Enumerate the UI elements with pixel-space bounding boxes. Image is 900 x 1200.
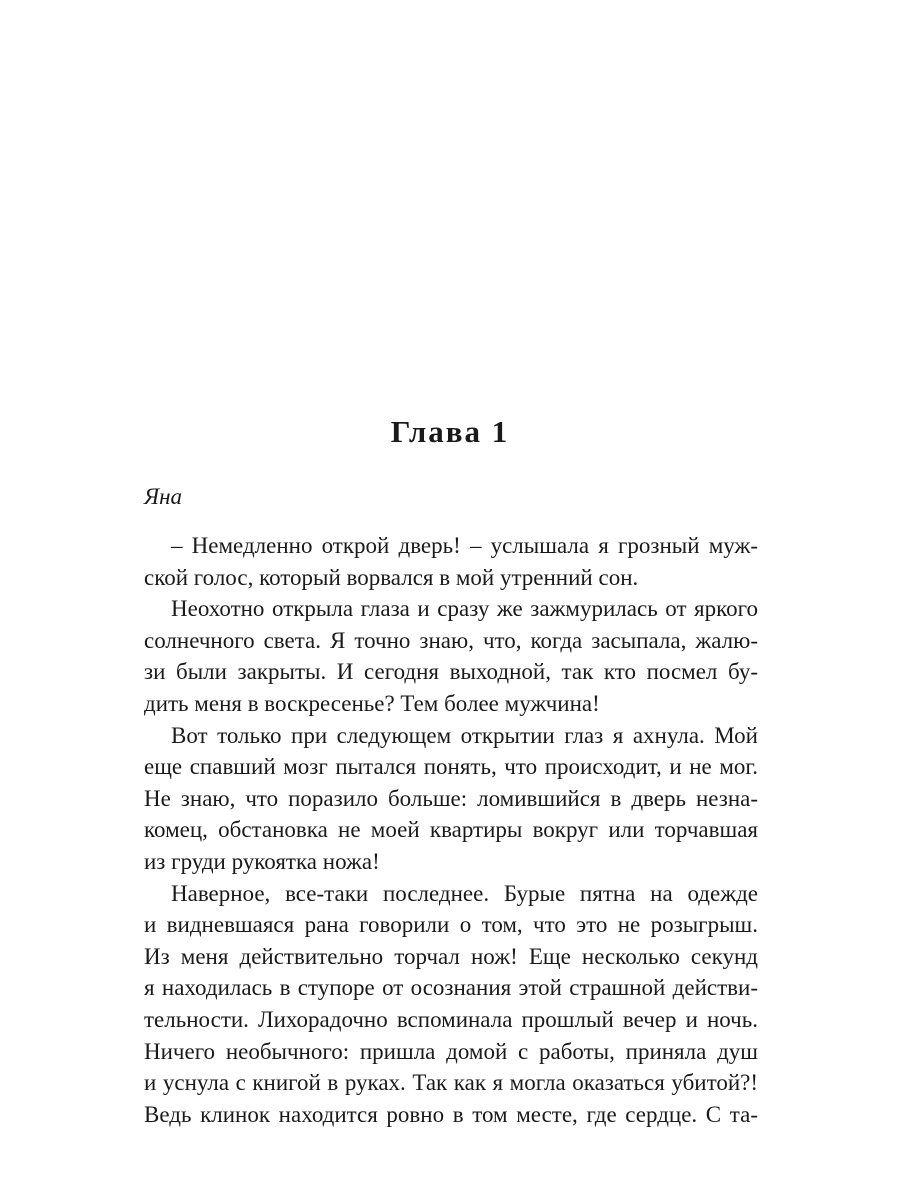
text-line: ской голос, который ворвался в мой утренний сон. <box>144 564 639 590</box>
text-line: еще спавший мозг пытался понять, что происходит, и не мог. <box>144 754 758 780</box>
text-line: тельности. Лихорадочно вспоминала прошлый вечер и ночь. <box>144 1006 758 1032</box>
text-line: Вот только при следующем открытии глаз я ахнула. Мой <box>171 722 758 748</box>
text-line: комец, обстановка не моей квартиры вокруг или торчавшая <box>144 817 758 843</box>
text-line: дить меня в воскресенье? Тем более мужчина! <box>144 690 600 716</box>
text-line: Наверное, все-таки последнее. Бурые пятна на одежде <box>171 880 758 906</box>
text-line: Неохотно открыла глаза и сразу же зажмурилась от яркого <box>171 596 758 622</box>
text-line: из груди рукоятка ножа! <box>144 848 380 874</box>
text-line: солнечного света. Я точно знаю, что, когда засыпала, жалю- <box>144 627 758 653</box>
text-line: Ведь клинок находится ровно в том месте, где сердце. С та- <box>144 1101 758 1127</box>
text-line: Из меня действительно торчал нож! Еще несколько секунд <box>144 943 758 969</box>
text-line: я находилась в ступоре от осознания этой страшной действи- <box>144 975 758 1001</box>
pov-character-name: Яна <box>144 484 183 509</box>
text-line: и видневшаяся рана говорили о том, что это не розыгрыш. <box>144 912 758 938</box>
text-line: Не знаю, что поразило больше: ломившийся в дверь незна- <box>144 785 758 811</box>
chapter-title: Глава 1 <box>390 414 510 449</box>
text-line: и уснула с книгой в руках. Так как я могла оказаться убитой?! <box>144 1070 758 1096</box>
text-line: – Немедленно открой дверь! – услышала я грозный муж- <box>171 533 758 558</box>
text-line: Ничего необычного: пришла домой с работы, приняла душ <box>144 1038 758 1064</box>
body-text <box>144 530 758 1130</box>
text-line: зи были закрыты. И сегодня выходной, так кто посмел бу- <box>144 659 758 685</box>
